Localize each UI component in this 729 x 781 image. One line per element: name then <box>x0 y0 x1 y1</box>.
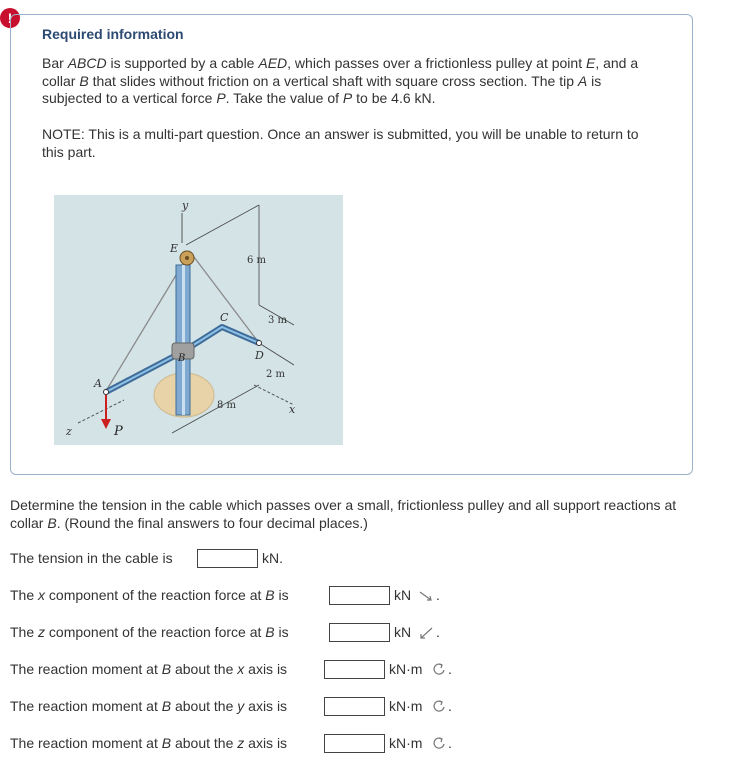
note-text: NOTE: This is a multi-part question. Once an answer is submitted, you will be unable to return to this part. <box>42 126 639 160</box>
x-force-label: The x component of the reaction force at B is <box>10 587 289 603</box>
dim-2m-line <box>259 343 294 365</box>
y-moment-suffix: . <box>448 698 452 714</box>
alert-icon: ! <box>0 8 20 28</box>
question-text: Determine the tension in the cable which passes over a small, frictionless pulley and all support reactions at collar B. (Round the final answers to four decimal places.) <box>10 497 677 531</box>
counterclockwise-icon <box>432 662 446 676</box>
label-E: E <box>170 242 179 255</box>
problem-figure <box>54 195 343 445</box>
x-force-input[interactable] <box>329 586 390 605</box>
label-B: B <box>178 353 186 364</box>
force-P-arrowhead <box>101 419 111 429</box>
z-force-suffix: . <box>436 624 440 640</box>
x-force-unit: kN <box>394 587 412 603</box>
label-C: C <box>220 311 229 324</box>
counterclockwise-icon <box>432 699 446 713</box>
label-x: x <box>289 403 296 416</box>
z-force-input[interactable] <box>329 623 390 642</box>
point-D <box>257 341 262 346</box>
label-P: P <box>114 424 123 439</box>
label-y: y <box>182 199 189 212</box>
shaft-highlight <box>182 265 185 415</box>
info-title: Required information <box>42 26 184 42</box>
z-moment-label: The reaction moment at B about the z axis is <box>10 735 288 751</box>
x-force-suffix: . <box>436 587 440 603</box>
x-moment-unit: kN·m <box>389 661 423 677</box>
x-moment-input[interactable] <box>324 660 385 679</box>
arrow-down-right-icon <box>418 589 434 603</box>
tension-input[interactable] <box>197 549 258 568</box>
z-force-unit: kN <box>394 624 412 640</box>
z-moment-input[interactable] <box>324 734 385 753</box>
point-A <box>104 390 109 395</box>
z-force-label: The z component of the reaction force at B is <box>10 624 289 640</box>
y-moment-label: The reaction moment at B about the y axis is <box>10 698 288 714</box>
label-6m: 6 m <box>247 255 267 266</box>
z-axis-line <box>78 400 124 423</box>
problem-statement: Bar ABCD is supported by a cable AED, which passes over a frictionless pulley at point E, and a collar B that slides without friction on a vertical shaft with square cross section. The tip A is subjected to a vertical force P. Take the value of P to be 4.6 kN. <box>42 55 639 106</box>
z-moment-unit: kN·m <box>389 735 423 751</box>
label-D: D <box>255 349 264 362</box>
label-A: A <box>94 377 102 390</box>
x-moment-label: The reaction moment at B about the x axis is <box>10 661 288 677</box>
tension-unit: kN. <box>262 550 283 566</box>
y-moment-input[interactable] <box>324 697 385 716</box>
dim-top-line <box>186 205 259 245</box>
z-moment-suffix: . <box>448 735 452 751</box>
label-2m: 2 m <box>266 369 286 380</box>
pulley-hub <box>185 256 189 260</box>
y-moment-unit: kN·m <box>389 698 423 714</box>
label-3m: 3 m <box>268 315 288 326</box>
x-axis-line <box>254 385 294 405</box>
arrow-down-left-icon <box>418 626 434 640</box>
bar-pulley-diagram <box>54 195 343 445</box>
counterclockwise-icon <box>432 736 446 750</box>
tension-label: The tension in the cable is <box>10 550 173 566</box>
label-8m: 8 m <box>217 400 237 411</box>
x-moment-suffix: . <box>448 661 452 677</box>
label-z: z <box>66 425 72 438</box>
